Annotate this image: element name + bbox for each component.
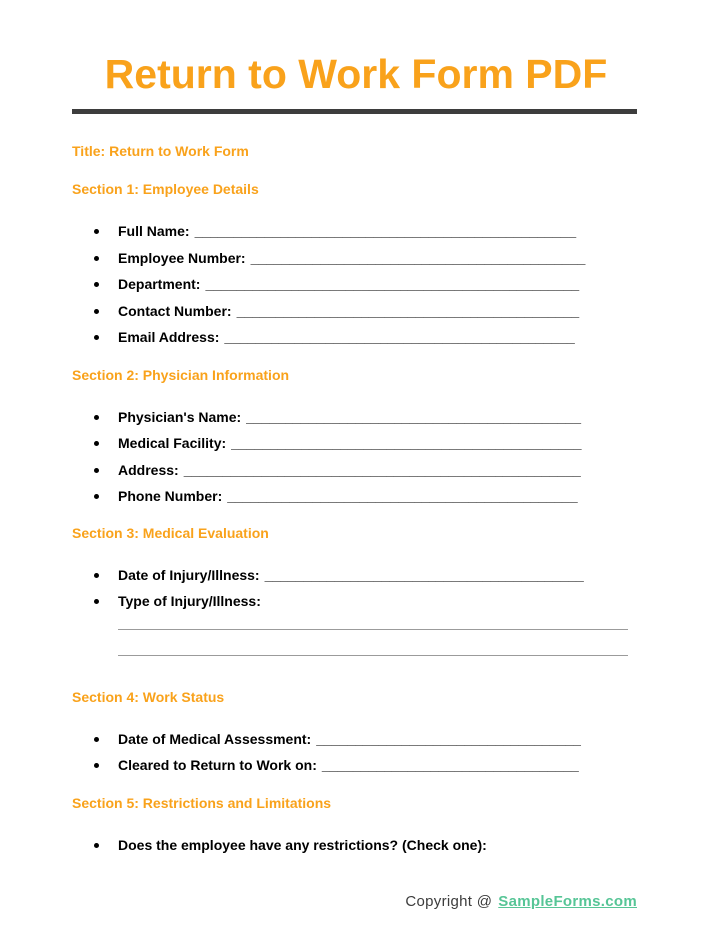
field-label: Physician's Name: (118, 408, 242, 425)
sampleforms-link[interactable]: SampleForms.com (498, 893, 637, 910)
footer (72, 893, 637, 911)
field-list (72, 218, 637, 351)
section-heading: Section 1: Employee Details (72, 181, 259, 197)
field-address (118, 457, 637, 484)
field-blank: ________________________________________________ (205, 276, 580, 292)
field-medical-facility (118, 430, 637, 457)
field-blank: _____________________________________________ (231, 435, 582, 451)
doc-title-line: Title: Return to Work Form (72, 143, 249, 159)
field-blank: ___________________________________________________ (183, 461, 581, 478)
field-blank: _________________________________________________ (194, 223, 577, 239)
field-label: Employee Number: (118, 249, 246, 266)
section-physician-information (0, 367, 712, 510)
field-label: Date of Medical Assessment: (118, 730, 312, 747)
field-restrictions-question (118, 832, 637, 859)
field-label: Email Address: (118, 329, 220, 345)
section-heading: Section 2: Physician Information (72, 366, 290, 383)
section-employee-details (0, 181, 712, 351)
page-title: Return to Work Form PDF (104, 51, 608, 97)
field-blank: ___________________________________________ (250, 249, 586, 266)
field-blank: ____________________________________________ (236, 302, 580, 319)
field-blank: _________________________________________ (264, 566, 584, 583)
title-divider (72, 109, 637, 114)
field-blank: ___________________________________________ (246, 408, 581, 425)
field-label: Medical Facility: (118, 435, 227, 451)
field-label: Type of Injury/Illness: (118, 593, 261, 609)
field-date-of-injury (118, 562, 637, 589)
field-list (72, 562, 637, 615)
section-heading: Section 4: Work Status (72, 688, 225, 705)
field-label: Date of Injury/Illness: (118, 566, 260, 583)
field-list (72, 726, 637, 779)
field-label: Contact Number: (118, 302, 232, 319)
section-heading: Section 3: Medical Evaluation (72, 524, 269, 541)
section-heading: Section 5: Restrictions and Limitations (72, 794, 332, 811)
field-date-of-medical-assessment (118, 726, 637, 753)
field-list (72, 404, 637, 510)
field-blank: _________________________________ (321, 757, 579, 773)
write-in-line (118, 629, 628, 630)
field-label: Does the employee have any restrictions? (Check one): (118, 836, 487, 853)
field-department (118, 271, 637, 298)
field-blank: _____________________________________________ (224, 329, 575, 345)
field-email-address (118, 324, 637, 351)
field-label: Address: (118, 461, 179, 478)
section-medical-evaluation (0, 525, 712, 656)
field-label: Full Name: (118, 223, 190, 239)
field-list (72, 832, 637, 859)
field-cleared-to-return (118, 752, 637, 779)
section-work-status (0, 689, 712, 779)
field-label: Cleared to Return to Work on: (118, 757, 317, 773)
field-phone-number (118, 483, 637, 510)
field-type-of-injury (118, 588, 637, 615)
field-employee-number (118, 245, 637, 272)
field-contact-number (118, 298, 637, 325)
copyright-text: Copyright @ (405, 893, 493, 910)
section-restrictions (0, 795, 712, 859)
field-blank: _____________________________________________ (227, 488, 578, 504)
field-label: Phone Number: (118, 488, 223, 504)
field-label: Department: (118, 276, 201, 292)
field-full-name (118, 218, 637, 245)
field-physicians-name (118, 404, 637, 431)
field-blank: __________________________________ (316, 730, 581, 747)
write-in-line (118, 655, 628, 656)
